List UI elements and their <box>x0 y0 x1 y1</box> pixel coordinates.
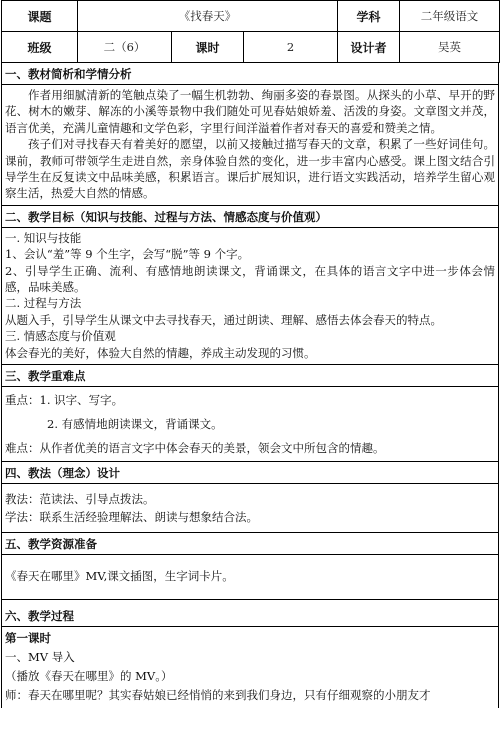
topic-label: 课题 <box>2 1 78 32</box>
section-process-title: 六、教学过程 <box>2 600 498 627</box>
objectives-line-7: 体会春光的美好，体验大自然的情趣，养成主动发现的习惯。 <box>5 345 316 360</box>
section-methods-title: 四、教法（理念）设计 <box>2 462 498 484</box>
objectives-line-4: 二. 过程与方法 <box>5 296 82 311</box>
process-line-2: （播放《春天在哪里》的 MV。） <box>5 668 173 683</box>
key-points-line-2: 2. 有感情地朗读课文，背诵课文。 <box>47 417 223 432</box>
process-first-lesson: 第一课时 <box>5 630 51 645</box>
methods-line-1: 教法：范读法、引导点拨法。 <box>5 492 155 507</box>
section-objectives <box>1 206 499 365</box>
methods-line-2: 学法：联系生活经验理解法、朗读与想象结合法。 <box>5 510 258 525</box>
objectives-line-3: 2、引导学生正确、流利、有感情地朗读课文，背诵课文，在具体的语言文字中进一步体会情感，品味美感。 <box>5 263 495 295</box>
objectives-line-5: 从题入手，引导学生从课文中去寻找春天，通过朗读、理解、感悟去体会春天的特点。 <box>5 312 442 327</box>
analysis-paragraph-2: 孩子们对寻找春天有着美好的愿望，以前又接触过描写春天的文章，积累了一些好词佳句。课前，教师可带领学生走进自然，亲身体验自然的变化，进一步丰富内心感受。课上图文结合引导学生在反复读文中品味美感，积累语言。课后扩展知识，进行语文实践活动，培养学生留心观察生活，热爱大自然的情感。 <box>5 137 495 201</box>
process-line-1: 一、MV 导入 <box>5 649 75 664</box>
section-analysis-title: 一、教材简析和学情分析 <box>2 63 498 85</box>
period-label: 课时 <box>172 32 244 63</box>
analysis-paragraph-1: 作者用细腻清新的笔触点染了一幅生机勃勃、绚丽多姿的春景图。从探头的小草、早开的野花、树木的嫩芽、解冻的小溪等景物中我们随处可见春姑娘娇羞、活泼的身姿。文章图文并茂，语言优美，充满儿童情趣和文学色彩，字里行间洋溢着作者对春天的喜爱和赞美之情。 <box>5 88 495 135</box>
section-key-points-title: 三、教学重难点 <box>2 365 498 387</box>
header-row-1 <box>2 1 500 32</box>
objectives-line-2: 1、会认“羞”等 9 个生字，会写“脱”等 9 个字。 <box>5 247 250 262</box>
key-points-line-1: 重点：1. 识字、写字。 <box>5 393 124 408</box>
section-resources <box>1 533 499 599</box>
objectives-line-1: 一. 知识与技能 <box>5 230 82 245</box>
process-line-3: 师：春天在哪里呢？其实春姑娘已经悄悄的来到我们身边，只有仔细观察的小朋友才 <box>5 687 431 702</box>
section-analysis <box>1 63 499 206</box>
section-resources-title: 五、教学资源准备 <box>2 533 498 555</box>
period-value: 2 <box>244 32 338 63</box>
subject-label: 学科 <box>338 1 400 32</box>
section-key-points <box>1 365 499 462</box>
resources-line-1: 《春天在哪里》MV,课文插图，生字词卡片。 <box>5 569 234 584</box>
class-label: 班级 <box>2 32 78 63</box>
class-value: 二（6） <box>78 32 172 63</box>
section-methods <box>1 462 499 533</box>
key-points-line-3: 难点：从作者优美的语言文字中体会春天的美景，领会文中所包含的情趣。 <box>5 441 385 456</box>
objectives-line-6: 三. 情感态度与价值观 <box>5 329 116 344</box>
header-row-2 <box>2 32 500 63</box>
section-objectives-title: 二、教学目标（知识与技能、过程与方法、情感态度与价值观） <box>2 206 498 228</box>
section-process <box>1 600 499 708</box>
header-table <box>1 0 500 63</box>
designer-label: 设计者 <box>338 32 400 63</box>
designer-value: 吴英 <box>400 32 500 63</box>
subject-value: 二年级语文 <box>400 1 500 32</box>
topic-value: 《找春天》 <box>78 1 338 32</box>
